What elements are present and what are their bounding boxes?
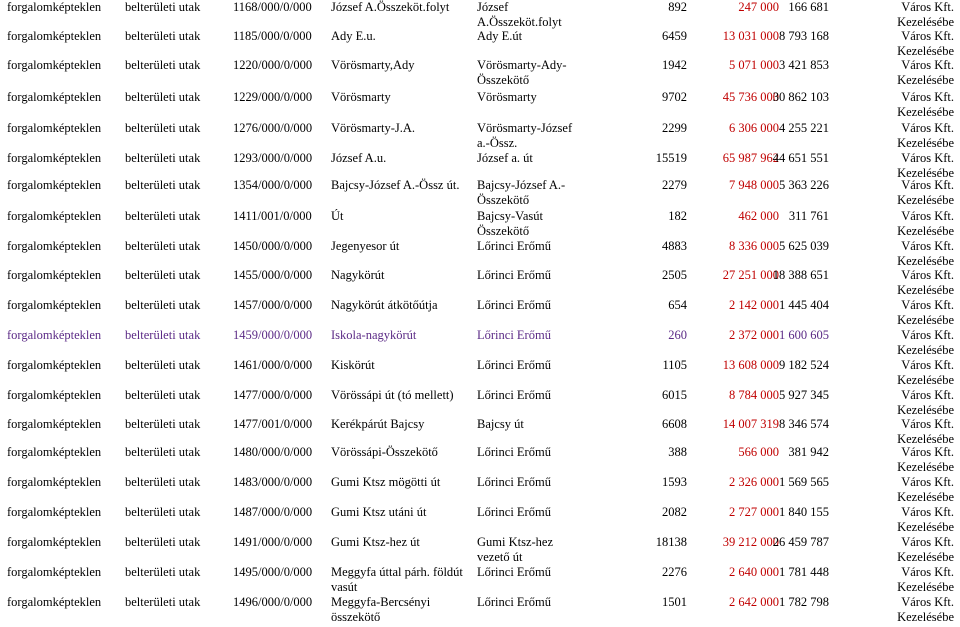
owner-line-2: Kezelésébe: [897, 343, 954, 357]
gross-value-cell: 7 948 000: [729, 178, 779, 192]
owner-cell: [897, 298, 954, 328]
gross-value-cell: 8 784 000: [729, 388, 779, 402]
code-cell: 1477/001/0/000: [233, 417, 313, 431]
owner-line-2: Kezelésébe: [897, 73, 954, 87]
net-value-cell: 18 388 651: [772, 268, 829, 282]
code-cell: 1185/000/0/000: [233, 29, 312, 43]
location-cell: Lőrinci Erőmű: [477, 505, 551, 519]
owner-cell: [897, 209, 954, 239]
type-cell: forgalomképteklen: [7, 90, 102, 104]
owner-line-1: Város Kft.: [901, 388, 954, 402]
name-cell: Kerékpárút Bajcsy: [331, 417, 425, 431]
owner-line-2: Kezelésébe: [897, 490, 954, 504]
type-cell: forgalomképteklen: [7, 475, 102, 489]
table-row: [0, 121, 960, 153]
area-cell: belterületi utak: [125, 0, 201, 14]
location-cell: Lőrinci Erőmű: [477, 565, 551, 579]
area-number-cell: 1105: [662, 358, 687, 372]
area-cell: belterületi utak: [125, 268, 201, 282]
code-cell: 1455/000/0/000: [233, 268, 313, 282]
location-cell: Lőrinci Erőmű: [477, 239, 551, 253]
name-cell: Iskola-nagykörút: [331, 328, 417, 342]
owner-line-2: Kezelésébe: [897, 403, 954, 417]
code-cell: 1495/000/0/000: [233, 565, 313, 579]
type-cell: forgalomképteklen: [7, 178, 102, 192]
name-cell: Nagykörút: [331, 268, 385, 282]
type-cell: forgalomképteklen: [7, 358, 102, 372]
code-cell: 1487/000/0/000: [233, 505, 313, 519]
owner-line-1: Város Kft.: [901, 475, 954, 489]
owner-cell: [897, 505, 954, 535]
owner-cell: [897, 595, 954, 625]
area-cell: belterületi utak: [125, 178, 201, 192]
area-number-cell: 388: [668, 445, 687, 459]
owner-cell: [897, 328, 954, 358]
table-row: [0, 268, 960, 300]
table-row: [0, 90, 960, 122]
area-cell: belterületi utak: [125, 328, 201, 342]
code-cell: 1293/000/0/000: [233, 151, 313, 165]
net-value-cell: 1 600 605: [779, 328, 829, 342]
owner-line-1: Város Kft.: [901, 209, 954, 223]
net-value-cell: 26 459 787: [772, 535, 829, 549]
table-row: [0, 0, 960, 32]
location-cell: Lőrinci Erőmű: [477, 445, 551, 459]
code-cell: 1461/000/0/000: [233, 358, 313, 372]
net-value-cell: 9 182 524: [779, 358, 829, 372]
type-cell: forgalomképteklen: [7, 58, 102, 72]
owner-line-2: Kezelésébe: [897, 610, 954, 624]
name-cell: Nagykörút átkötőútja: [331, 298, 438, 312]
area-cell: belterületi utak: [125, 505, 201, 519]
area-cell: belterületi utak: [125, 535, 201, 549]
name-cell: Vörösmarty-J.A.: [331, 121, 416, 135]
name-cell: Út: [331, 209, 344, 223]
owner-cell: [897, 535, 954, 565]
name-cell: Bajcsy-József A.-Össz út.: [331, 178, 460, 192]
owner-cell: [897, 358, 954, 388]
table-row: [0, 535, 960, 567]
owner-cell: [897, 90, 954, 120]
location-cell: József a. út: [477, 151, 533, 165]
name-cell: Vörösmarty,Ady: [331, 58, 415, 72]
area-number-cell: 9702: [662, 90, 687, 104]
net-value-cell: 5 363 226: [779, 178, 829, 192]
location-cell: Vörösmarty-Ady-Összekötő: [477, 58, 567, 87]
code-cell: 1491/000/0/000: [233, 535, 313, 549]
area-number-cell: 654: [668, 298, 687, 312]
type-cell: forgalomképteklen: [7, 298, 102, 312]
owner-cell: [897, 388, 954, 418]
code-cell: 1411/001/0/000: [233, 209, 312, 223]
gross-value-cell: 462 000: [738, 209, 779, 223]
owner-cell: [897, 445, 954, 475]
table-row: [0, 209, 960, 241]
area-number-cell: 2505: [662, 268, 687, 282]
area-cell: belterületi utak: [125, 121, 201, 135]
owner-line-2: Kezelésébe: [897, 254, 954, 268]
table-row: [0, 178, 960, 210]
table-row: [0, 475, 960, 507]
area-number-cell: 2082: [662, 505, 687, 519]
code-cell: 1354/000/0/000: [233, 178, 313, 192]
area-cell: belterületi utak: [125, 475, 201, 489]
owner-line-1: Város Kft.: [901, 505, 954, 519]
gross-value-cell: 5 071 000: [729, 58, 779, 72]
gross-value-cell: 247 000: [738, 0, 779, 14]
owner-cell: [897, 58, 954, 88]
owner-line-2: Kezelésébe: [897, 283, 954, 297]
name-cell: Vörösmarty: [331, 90, 391, 104]
net-value-cell: 166 681: [788, 0, 829, 14]
location-cell: Bajcsy-József A.-Összekötő: [477, 178, 566, 207]
type-cell: forgalomképteklen: [7, 29, 102, 43]
code-cell: 1457/000/0/000: [233, 298, 313, 312]
area-cell: belterületi utak: [125, 151, 201, 165]
area-number-cell: 182: [668, 209, 687, 223]
owner-line-2: Kezelésébe: [897, 193, 954, 207]
owner-line-1: Város Kft.: [901, 298, 954, 312]
table-row: [0, 358, 960, 390]
gross-value-cell: 2 640 000: [729, 565, 779, 579]
gross-value-cell: 27 251 000: [722, 268, 779, 282]
type-cell: forgalomképteklen: [7, 388, 102, 402]
table-row: [0, 328, 960, 360]
owner-line-2: Kezelésébe: [897, 105, 954, 119]
type-cell: forgalomképteklen: [7, 417, 102, 431]
location-cell: Lőrinci Erőmű: [477, 298, 551, 312]
owner-line-2: Kezelésébe: [897, 460, 954, 474]
net-value-cell: 311 761: [788, 209, 829, 223]
owner-line-1: Város Kft.: [901, 58, 954, 72]
location-cell: Lőrinci Erőmű: [477, 388, 551, 402]
code-cell: 1168/000/0/000: [233, 0, 312, 14]
code-cell: 1496/000/0/000: [233, 595, 313, 609]
net-value-cell: 381 942: [788, 445, 829, 459]
area-number-cell: 2299: [662, 121, 687, 135]
name-cell: József A.u.: [331, 151, 387, 165]
area-number-cell: 2279: [662, 178, 687, 192]
name-cell: Meggyfa-Bercsényi összekötő: [331, 595, 431, 624]
net-value-cell: 44 651 551: [772, 151, 829, 165]
owner-cell: [897, 268, 954, 298]
owner-line-1: Város Kft.: [901, 239, 954, 253]
type-cell: forgalomképteklen: [7, 239, 102, 253]
owner-line-2: Kezelésébe: [897, 166, 954, 180]
owner-cell: [897, 178, 954, 208]
name-cell: József A.Összeköt.folyt: [331, 0, 450, 14]
owner-line-2: Kezelésébe: [897, 580, 954, 594]
location-cell: Lőrinci Erőmű: [477, 268, 551, 282]
location-cell: József A.Összeköt.folyt: [477, 0, 562, 29]
area-number-cell: 6608: [662, 417, 687, 431]
code-cell: 1459/000/0/000: [233, 328, 313, 342]
code-cell: 1276/000/0/000: [233, 121, 313, 135]
area-cell: belterületi utak: [125, 90, 201, 104]
owner-cell: [897, 29, 954, 59]
area-number-cell: 1942: [662, 58, 687, 72]
gross-value-cell: 2 372 000: [729, 328, 779, 342]
area-cell: belterületi utak: [125, 209, 201, 223]
owner-line-2: Kezelésébe: [897, 313, 954, 327]
net-value-cell: 8 346 574: [779, 417, 829, 431]
owner-line-2: Kezelésébe: [897, 550, 954, 564]
net-value-cell: 5 927 345: [779, 388, 829, 402]
code-cell: 1483/000/0/000: [233, 475, 313, 489]
net-value-cell: 30 862 103: [772, 90, 829, 104]
owner-line-1: Város Kft.: [901, 417, 954, 431]
owner-line-1: Város Kft.: [901, 151, 954, 165]
owner-line-2: Kezelésébe: [897, 224, 954, 238]
area-number-cell: 892: [668, 0, 687, 14]
location-cell: Lőrinci Erőmű: [477, 328, 551, 342]
area-number-cell: 15519: [655, 151, 687, 165]
area-cell: belterületi utak: [125, 417, 201, 431]
name-cell: Ady E.u.: [331, 29, 376, 43]
owner-line-2: Kezelésébe: [897, 373, 954, 387]
owner-line-2: Kezelésébe: [897, 136, 954, 150]
name-cell: Jegenyesor út: [331, 239, 400, 253]
net-value-cell: 1 569 565: [779, 475, 829, 489]
owner-cell: [897, 151, 954, 181]
net-value-cell: 8 793 168: [779, 29, 829, 43]
net-value-cell: 1 445 404: [779, 298, 829, 312]
area-number-cell: 18138: [655, 535, 687, 549]
owner-line-1: Város Kft.: [901, 178, 954, 192]
owner-line-2: Kezelésébe: [897, 15, 954, 29]
name-cell: Gumi Ktsz mögötti út: [331, 475, 441, 489]
net-value-cell: 4 255 221: [779, 121, 829, 135]
area-cell: belterületi utak: [125, 595, 201, 609]
table-row: [0, 388, 960, 420]
area-cell: belterületi utak: [125, 58, 201, 72]
type-cell: forgalomképteklen: [7, 328, 102, 342]
gross-value-cell: 2 326 000: [729, 475, 779, 489]
code-cell: 1220/000/0/000: [233, 58, 313, 72]
gross-value-cell: 39 212 000: [722, 535, 779, 549]
table-row: [0, 29, 960, 61]
gross-value-cell: 13 608 000: [722, 358, 779, 372]
gross-value-cell: 2 727 000: [729, 505, 779, 519]
area-cell: belterületi utak: [125, 445, 201, 459]
area-cell: belterületi utak: [125, 29, 201, 43]
net-value-cell: 1 782 798: [779, 595, 829, 609]
owner-cell: [897, 0, 954, 30]
area-cell: belterületi utak: [125, 298, 201, 312]
location-cell: Bajcsy-Vasút Összekötő: [477, 209, 543, 238]
name-cell: Gumi Ktsz utáni út: [331, 505, 427, 519]
type-cell: forgalomképteklen: [7, 595, 102, 609]
gross-value-cell: 13 031 000: [722, 29, 779, 43]
net-value-cell: 1 781 448: [779, 565, 829, 579]
code-cell: 1229/000/0/000: [233, 90, 313, 104]
area-number-cell: 6459: [662, 29, 687, 43]
area-cell: belterületi utak: [125, 358, 201, 372]
table-row: [0, 565, 960, 597]
net-value-cell: 5 625 039: [779, 239, 829, 253]
area-number-cell: 6015: [662, 388, 687, 402]
owner-cell: [897, 239, 954, 269]
area-number-cell: 2276: [662, 565, 687, 579]
type-cell: forgalomképteklen: [7, 0, 102, 14]
owner-line-1: Város Kft.: [901, 565, 954, 579]
location-cell: Lőrinci Erőmű: [477, 358, 551, 372]
type-cell: forgalomképteklen: [7, 505, 102, 519]
owner-cell: [897, 565, 954, 595]
area-number-cell: 260: [668, 328, 687, 342]
gross-value-cell: 8 336 000: [729, 239, 779, 253]
location-cell: Lőrinci Erőmű: [477, 595, 551, 609]
owner-line-2: Kezelésébe: [897, 520, 954, 534]
owner-line-1: Város Kft.: [901, 0, 954, 14]
owner-line-1: Város Kft.: [901, 90, 954, 104]
name-cell: Vörössápi út (tó mellett): [331, 388, 454, 402]
owner-line-2: Kezelésébe: [897, 44, 954, 58]
code-cell: 1477/000/0/000: [233, 388, 313, 402]
gross-value-cell: 2 142 000: [729, 298, 779, 312]
location-cell: Gumi Ktsz-hez vezető út: [477, 535, 554, 564]
gross-value-cell: 65 987 962: [722, 151, 779, 165]
owner-line-1: Város Kft.: [901, 121, 954, 135]
type-cell: forgalomképteklen: [7, 121, 102, 135]
owner-cell: [897, 475, 954, 505]
owner-line-1: Város Kft.: [901, 595, 954, 609]
area-cell: belterületi utak: [125, 239, 201, 253]
type-cell: forgalomképteklen: [7, 565, 102, 579]
gross-value-cell: 2 642 000: [729, 595, 779, 609]
area-cell: belterületi utak: [125, 388, 201, 402]
location-cell: Vörösmarty-József a.-Össz.: [477, 121, 573, 150]
gross-value-cell: 566 000: [738, 445, 779, 459]
owner-line-1: Város Kft.: [901, 328, 954, 342]
type-cell: forgalomképteklen: [7, 268, 102, 282]
gross-value-cell: 14 007 319: [722, 417, 779, 431]
type-cell: forgalomképteklen: [7, 535, 102, 549]
area-number-cell: 1501: [662, 595, 687, 609]
table-row: [0, 595, 960, 627]
owner-line-1: Város Kft.: [901, 268, 954, 282]
location-cell: Lőrinci Erőmű: [477, 475, 551, 489]
type-cell: forgalomképteklen: [7, 151, 102, 165]
area-number-cell: 1593: [662, 475, 687, 489]
table-row: [0, 58, 960, 90]
type-cell: forgalomképteklen: [7, 209, 102, 223]
type-cell: forgalomképteklen: [7, 445, 102, 459]
owner-cell: [897, 121, 954, 151]
owner-cell: [897, 417, 954, 447]
location-cell: Bajcsy út: [477, 417, 524, 431]
location-cell: Vörösmarty: [477, 90, 537, 104]
owner-line-1: Város Kft.: [901, 535, 954, 549]
gross-value-cell: 6 306 000: [729, 121, 779, 135]
owner-line-1: Város Kft.: [901, 445, 954, 459]
area-number-cell: 4883: [662, 239, 687, 253]
owner-line-2: Kezelésébe: [897, 432, 954, 446]
gross-value-cell: 45 736 000: [722, 90, 779, 104]
area-cell: belterületi utak: [125, 565, 201, 579]
table-row: [0, 239, 960, 271]
name-cell: Kiskörút: [331, 358, 375, 372]
name-cell: Vörössápi-Összekötő: [331, 445, 438, 459]
name-cell: Gumi Ktsz-hez út: [331, 535, 420, 549]
name-cell: Meggyfa úttal párh. földút vasút: [331, 565, 463, 594]
owner-line-1: Város Kft.: [901, 358, 954, 372]
table-row: [0, 505, 960, 537]
owner-line-1: Város Kft.: [901, 29, 954, 43]
net-value-cell: 3 421 853: [779, 58, 829, 72]
net-value-cell: 1 840 155: [779, 505, 829, 519]
code-cell: 1450/000/0/000: [233, 239, 313, 253]
table-row: [0, 445, 960, 477]
table-row: [0, 298, 960, 330]
location-cell: Ady E.út: [477, 29, 523, 43]
code-cell: 1480/000/0/000: [233, 445, 313, 459]
